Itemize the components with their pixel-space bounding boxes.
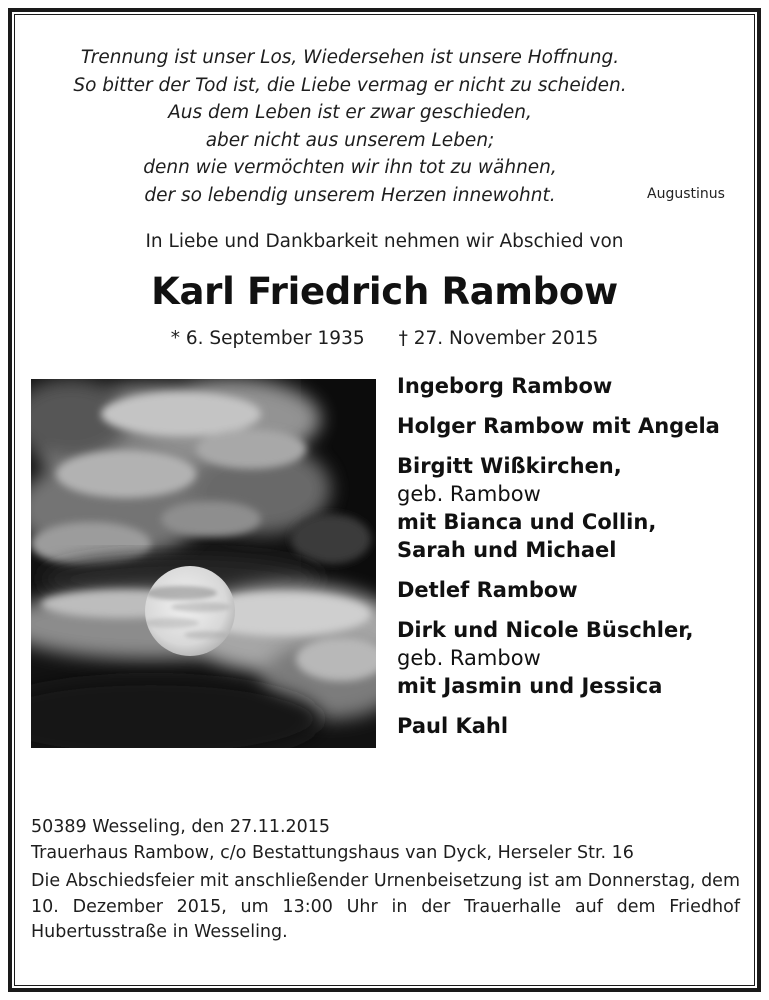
quote-block [40,44,660,210]
family-member-line: mit Jasmin und Jessica [397,674,663,698]
deceased-name: Karl Friedrich Rambow [151,270,618,313]
life-dates [0,328,769,349]
family-member-line: Birgitt Wißkirchen, [397,454,622,478]
moon-clouds-photo [31,379,376,748]
death-date: † 27. November 2015 [398,328,599,349]
quote-line: Aus dem Leben ist er zwar geschieden, [168,102,532,124]
family-member-line: Dirk und Nicole Büschler, [397,618,694,642]
family-member-line: mit Bianca und Collin, [397,510,657,534]
quote-author: Augustinus [647,186,725,202]
birth-date: * 6. September 1935 [170,328,365,349]
quote-line: aber nicht aus unserem Leben; [205,129,495,151]
family-member-line: Paul Kahl [397,714,509,738]
family-member-line: Ingeborg Rambow [397,374,613,398]
ceremony-notice: Die Abschiedsfeier mit anschließender Urnenbeisetzung ist am Donnerstag, dem 10. Dezember 2015, um 13:00 Uhr in der Trauerhalle auf dem Friedhof Hubertusstraße in Wesseling. [31,871,740,942]
family-member-line: Sarah und Michael [397,538,617,562]
footer-block [31,815,740,946]
quote-line: Trennung ist unser Los, Wiedersehen ist unsere Hoffnung. [80,47,620,68]
intro-text: In Liebe und Dankbarkeit nehmen wir Abschied von [145,231,624,252]
quote-line: denn wie vermöchten wir ihn tot zu wähnen, [143,157,557,179]
family-member-line: Detlef Rambow [397,578,578,602]
family-member-line: geb. Rambow [397,646,541,670]
mourning-address: Trauerhaus Rambow, c/o Bestattungshaus van Dyck, Herseler Str. 16 [31,842,634,863]
family-list [397,372,752,740]
quote-line: So bitter der Tod ist, die Liebe vermag er nicht zu scheiden. [73,74,627,96]
family-member-line: geb. Rambow [397,482,541,506]
quote-line: der so lebendig unserem Herzen innewohnt. [144,184,556,206]
place-date: 50389 Wesseling, den 27.11.2015 [31,817,331,837]
family-member-line: Holger Rambow mit Angela [397,414,720,438]
